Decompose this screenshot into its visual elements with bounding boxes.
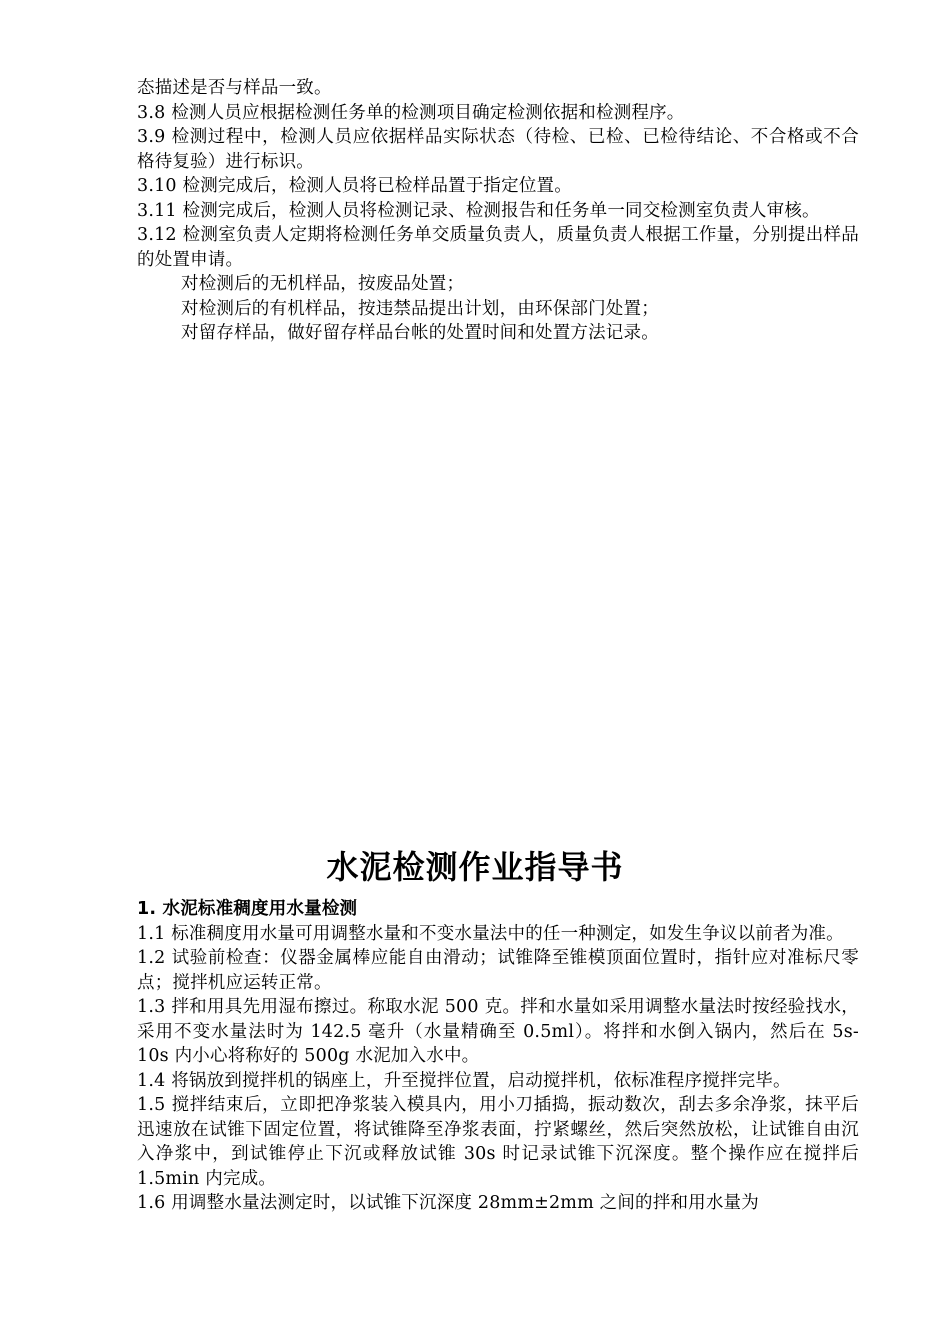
continuation-line: 态描述是否与样品一致。 [137, 78, 332, 98]
section-1-heading: 1. 水泥标准稠度用水量检测 [137, 899, 358, 919]
section-1-body [137, 897, 859, 1216]
item-3-10: 3.10 检测完成后，检测人员将已检样品置于指定位置。 [137, 176, 572, 196]
item-1-2: 1.2 试验前检查：仪器金属棒应能自由滑动；试锥降至锥模顶面位置时，指针应对准标尺零点；搅拌机应运转正常。 [137, 948, 859, 993]
item-1-6: 1.6 用调整水量法测定时，以试锥下沉深度 28mm±2mm 之间的拌和用水量为 [137, 1193, 759, 1213]
item-3-9: 3.9 检测过程中，检测人员应依据样品实际状态（待检、已检、已检待结论、不合格或不合格待复验）进行标识。 [137, 127, 859, 172]
item-1-1: 1.1 标准稠度用水量可用调整水量和不变水量法中的任一种测定，如发生争议以前者为准。 [137, 923, 844, 944]
disposal-note-inorganic: 对检测后的无机样品，按废品处置； [181, 274, 465, 294]
document-title: 水泥检测作业指导书 [326, 848, 624, 887]
procedure-continuation-section [137, 76, 859, 346]
item-3-8: 3.8 检测人员应根据检测任务单的检测项目确定检测依据和检测程序。 [137, 102, 685, 123]
item-1-5: 1.5 搅拌结束后，立即把净浆装入模具内，用小刀插捣，振动数次，刮去多余净浆，抹平后迅速放在试锥下固定位置，将试锥降至净浆表面，拧紧螺丝，然后突然放松，让试锥自由沉入净浆中，到试锥停止下沉或释放试锥 30s 时记录试锥下沉深度。整个操作应在搅拌后 1.5min 内完成。 [137, 1095, 859, 1189]
disposal-note-retained: 对留存样品，做好留存样品台帐的处置时间和处置方法记录。 [181, 323, 659, 343]
disposal-note-organic: 对检测后的有机样品，按违禁品提出计划，由环保部门处置； [181, 298, 659, 319]
item-3-11: 3.11 检测完成后，检测人员将检测记录、检测报告和任务单一同交检测室负责人审核。 [137, 200, 820, 221]
item-1-3: 1.3 拌和用具先用湿布擦过。称取水泥 500 克。拌和水量如采用调整水量法时按经验找水，采用不变水量法时为 142.5 毫升（水量精确至 0.5ml）。将拌和水倒入锅内，然后在 5s-10s 内小心将称好的 500g 水泥加入水中。 [137, 997, 859, 1066]
item-3-12: 3.12 检测室负责人定期将检测任务单交质量负责人，质量负责人根据工作量，分别提出样品的处置申请。 [137, 225, 859, 270]
item-1-4: 1.4 将锅放到搅拌机的锅座上，升至搅拌位置，启动搅拌机，依标准程序搅拌完毕。 [137, 1070, 791, 1091]
